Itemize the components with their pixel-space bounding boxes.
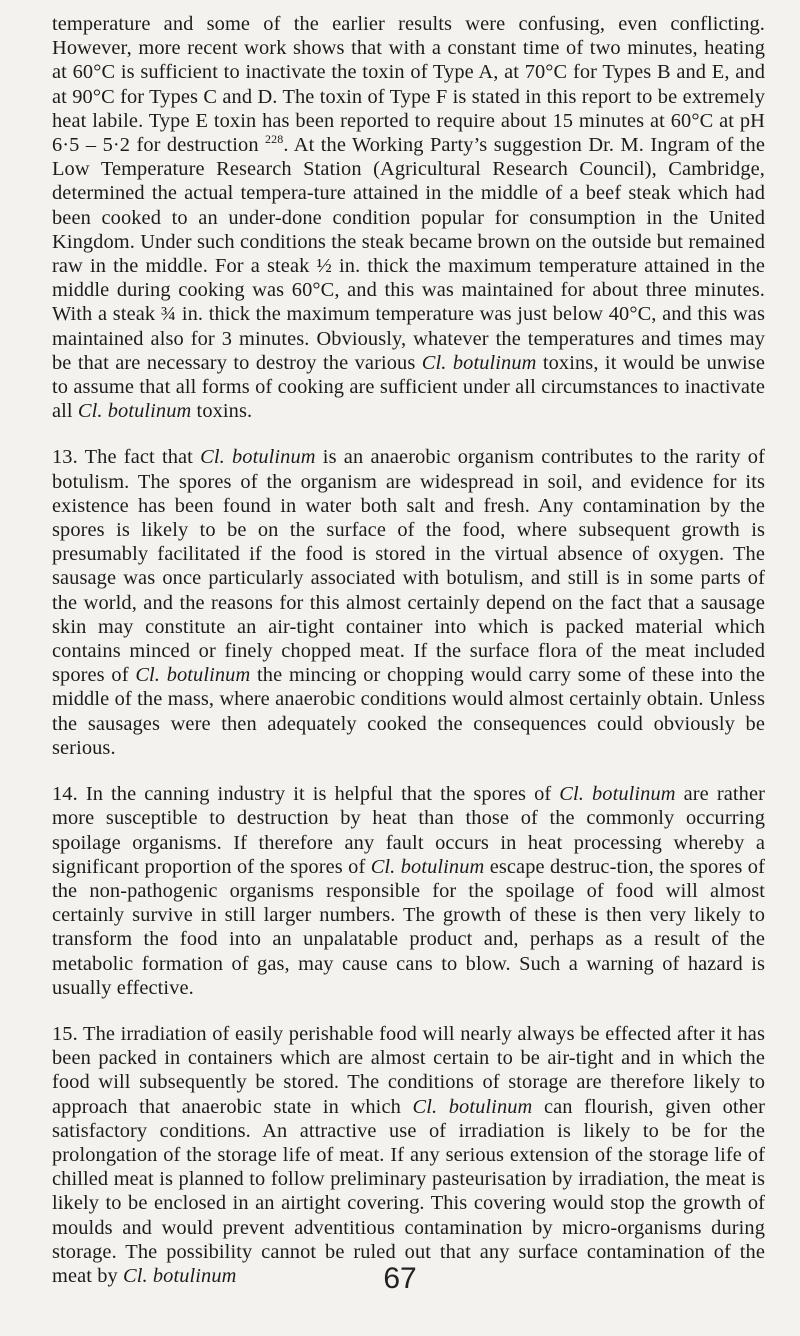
text-run: . At the Working Party’s suggestion Dr. M. Ingram of the Low Temperature Research Station (Agricultural Research Council), Cambridge, determined the actual tempera-ture attained in the middle of a beef steak which had been cooked to an under-done condition popular for consumption in the United Kingdom. Under such conditions the steak became brown on the outside but remained raw in the middle. For a steak ½ in. thick the maximum temperature attained in the middle during cooking was 60°C, and this was maintained for about three minutes. With a steak ¾ in. thick the maximum temperature was just below 40°C, and this was maintained also for 3 minutes. Obviously, whatever the temperatures and times may be that are necessary to destroy the various xyxy=(52,134,765,374)
species-name-italic: Cl. botulinum xyxy=(412,1095,533,1118)
species-name-italic: Cl. botulinum xyxy=(370,855,485,878)
text-run: 13. The fact that xyxy=(52,446,201,469)
species-name-italic: Cl. botulinum xyxy=(421,351,537,374)
species-name-italic: Cl. botulinum xyxy=(123,1264,237,1287)
paragraph-15 xyxy=(52,1022,765,1288)
text-run: 15. The irradiation of easily perishable food will nearly always be effected after it has been packed in containers which are almost certain to be air-tight and in which the food will subsequently be stored. The conditions of storage are therefore likely to approach that anaerobic state in which xyxy=(52,1022,765,1118)
text-run: the mincing or chopping would carry some of these into the middle of the mass, where anaerobic conditions would almost certainly obtain. Unless the sausages were then adequately cooked the consequences could obviously be serious. xyxy=(52,664,765,759)
species-name-italic: Cl. botulinum xyxy=(135,664,251,687)
page-number: 67 xyxy=(383,1262,417,1295)
paragraph-14 xyxy=(52,782,765,1000)
text-run: toxins, it would be unwise to assume that all forms of cooking are sufficient under all circumstances to inactivate all xyxy=(52,351,765,423)
text-run: is an anaerobic organism contributes to the rarity of botulism. The spores of the organism are widespread in soil, and evidence for its existence has been found in water both salt and fresh. Any contamination by the spores is likely to be on the surface of the food, where subsequent growth is presumably facilitated if the food is stored in the virtual absence of oxygen. The sausage was once particularly associated with botulism, and still is in some parts of the world, and the reasons for this almost certainly depend on the fact that a sausage skin may constitute an air-tight container into which is packed material which contains minced or finely chopped meat. If the surface flora of the meat included spores of xyxy=(52,446,765,687)
document-page xyxy=(52,12,765,1288)
text-run: 14. In the canning industry it is helpful that the spores of xyxy=(52,783,560,806)
text-run: temperature and some of the earlier results were confusing, even conflicting. However, more recent work shows that with a constant time of two minutes, heating at 60°C is sufficient to inactivate the toxin of Type A, at 70°C for Types B and E, and at 90°C for Types C and D. The toxin of Type F is stated in this report to be extremely heat labile. Type E toxin has been reported to require about 15 minutes at 60°C at pH 6·5 – 5·2 for destruction xyxy=(52,13,765,157)
species-name-italic: Cl. botulinum xyxy=(559,783,676,806)
paragraph-12-continued xyxy=(52,12,765,423)
reference-superscript: 228 xyxy=(265,132,284,147)
text-run: escape destruc-tion, the spores of the non-pathogenic organisms responsible for the spoilage of food will almost certainly survive in still larger numbers. The growth of these is then very likely to transform the food into an unpalatable product and, perhaps as a result of the metabolic formation of gas, may cause cans to blow. Such a warning of hazard is usually effective. xyxy=(52,855,765,999)
paragraph-13 xyxy=(52,445,765,760)
text-run: toxins. xyxy=(191,400,253,423)
species-name-italic: Cl. botulinum xyxy=(77,400,192,423)
species-name-italic: Cl. botulinum xyxy=(200,446,316,469)
text-run: are rather more susceptible to destruction by heat than those of the commonly occurring spoilage organisms. If therefore any fault occurs in heat processing whereby a significant proportion of the spores of xyxy=(52,783,765,878)
text-run: can flourish, given other satisfactory conditions. An attractive use of irradiation is likely to be for the prolongation of the storage life of meat. If any serious extension of the storage life of chilled meat is planned to follow preliminary pasteurisation by irradiation, the meat is likely to be enclosed in an airtight covering. This covering would stop the growth of moulds and would prevent adventitious contamination by micro-organisms during storage. The possibility cannot be ruled out that any surface contamination of the meat by xyxy=(52,1095,765,1287)
